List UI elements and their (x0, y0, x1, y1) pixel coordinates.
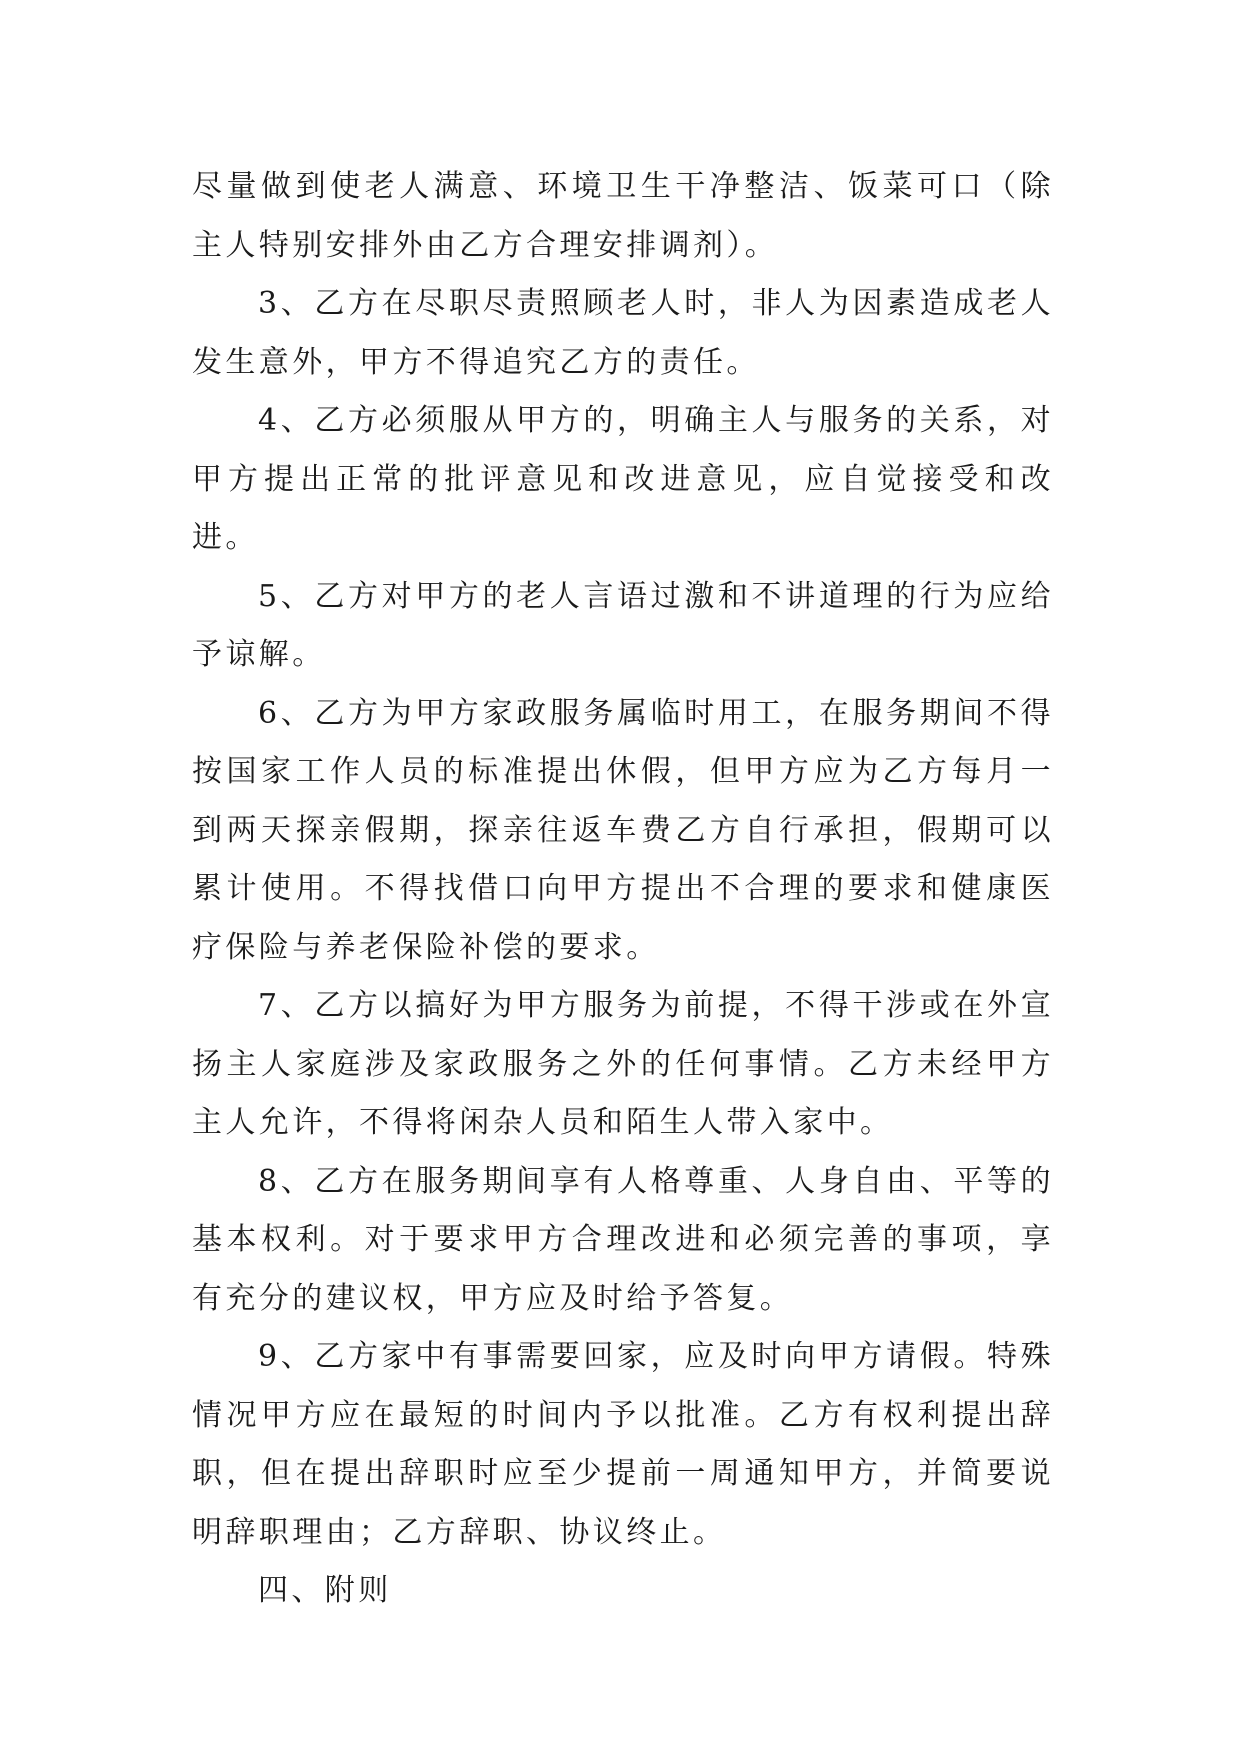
clause-8: 8、乙方在服务期间享有人格尊重、人身自由、平等的基本权利。对于要求甲方合理改进和必须完善的事项，享有充分的建议权，甲方应及时给予答复。 (192, 1163, 1054, 1316)
paragraph-continuation: 尽量做到使老人满意、环境卫生干净整洁、饭菜可口（除主人特别安排外由乙方合理安排调剂）。 (192, 169, 1054, 263)
clause-5: 5、乙方对甲方的老人言语过激和不讲道理的行为应给予谅解。 (192, 578, 1054, 672)
clause-3: 3、乙方在尽职尽责照顾老人时，非人为因素造成老人发生意外，甲方不得追究乙方的责任。 (192, 286, 1054, 380)
clause-7: 7、乙方以搞好为甲方服务为前提，不得干涉或在外宣扬主人家庭涉及家政服务之外的任何事情。乙方未经甲方主人允许，不得将闲杂人员和陌生人带入家中。 (192, 988, 1054, 1140)
section-heading-appendix: 四、附则 (258, 1573, 392, 1608)
clause-9: 9、乙方家中有事需要回家，应及时向甲方请假。特殊情况甲方应在最短的时间内予以批准。乙方有权利提出辞职，但在提出辞职时应至少提前一周通知甲方，并简要说明辞职理由；乙方辞职、协议终止。 (192, 1339, 1054, 1550)
clause-4: 4、乙方必须服从甲方的，明确主人与服务的关系，对甲方提出正常的批评意见和改进意见，应自觉接受和改进。 (192, 403, 1054, 555)
clause-6: 6、乙方为甲方家政服务属临时用工，在服务期间不得按国家工作人员的标准提出休假，但甲方应为乙方每月一到两天探亲假期，探亲往返车费乙方自行承担，假期可以累计使用。不得找借口向甲方提出不合理的要求和健康医疗保险与养老保险补偿的要求。 (192, 695, 1054, 965)
document-body (192, 158, 1054, 1621)
